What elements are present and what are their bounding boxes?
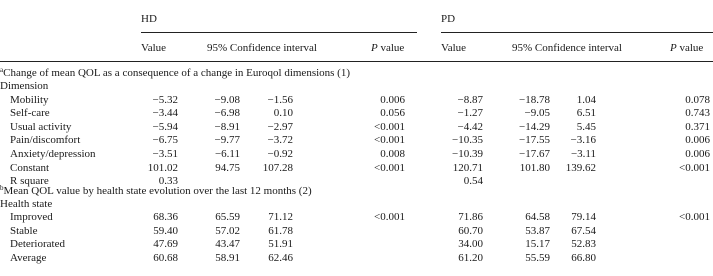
hd-cell: 43.47 xyxy=(215,238,240,251)
section-b-group-label: Health state xyxy=(0,198,53,210)
pd-cell: 6.51 xyxy=(576,107,596,120)
row-label: R square xyxy=(10,175,49,188)
hd-cell: −9.77 xyxy=(214,134,240,147)
pd-col-ci: 95% Confidence interval xyxy=(512,42,622,54)
pd-cell: 0.743 xyxy=(685,107,710,120)
hd-cell: −5.32 xyxy=(152,93,178,106)
row-label: Pain/discomfort xyxy=(10,134,81,147)
hd-cell: −6.11 xyxy=(214,147,240,160)
group-header-pd: PD xyxy=(441,13,456,25)
hd-col-value: Value xyxy=(141,42,167,54)
pd-cell: <0.001 xyxy=(679,161,710,174)
pd-cell: 120.71 xyxy=(452,161,483,174)
pd-cell: 55.59 xyxy=(525,251,550,264)
row-label: Constant xyxy=(10,161,50,174)
pd-cell: −3.11 xyxy=(570,147,596,160)
row-label: Average xyxy=(10,251,47,264)
hd-cell: 61.78 xyxy=(268,224,293,237)
row-label: Usual activity xyxy=(10,120,72,133)
section-b-title: $^b$Mean QOL value by health state evolution over the last 12 months (2) xyxy=(0,184,312,197)
pd-cell: <0.001 xyxy=(679,211,710,223)
row-label: Deteriorated xyxy=(10,238,65,251)
hd-header-rule xyxy=(141,32,417,33)
hd-col-p: P value xyxy=(371,42,405,54)
pd-cell: 1.04 xyxy=(576,93,596,106)
hd-cell: 60.68 xyxy=(153,251,178,264)
pd-col-p: P value xyxy=(670,42,704,54)
hd-cell: −0.92 xyxy=(267,147,293,160)
hd-cell: 107.28 xyxy=(262,161,293,174)
pd-cell: −3.16 xyxy=(570,134,596,147)
pd-cell: −17.67 xyxy=(519,147,550,160)
section-a-group-label: Dimension xyxy=(0,80,49,92)
row-label: Improved xyxy=(10,211,53,223)
hd-cell: −6.75 xyxy=(152,134,178,147)
hd-cell: 62.46 xyxy=(268,251,293,264)
hd-cell: <0.001 xyxy=(374,161,405,174)
hd-cell: <0.001 xyxy=(374,120,405,133)
pd-cell: 0.371 xyxy=(685,120,710,133)
hd-cell: 0.056 xyxy=(380,107,405,120)
hd-cell: 68.36 xyxy=(153,211,178,223)
hd-cell: 59.40 xyxy=(153,224,178,237)
pd-cell: 0.006 xyxy=(685,134,710,147)
hd-cell: −2.97 xyxy=(267,120,293,133)
pd-cell: −17.55 xyxy=(519,134,550,147)
row-label: Mobility xyxy=(10,93,49,106)
pd-cell: 0.54 xyxy=(463,175,483,188)
group-header-hd: HD xyxy=(141,13,157,25)
hd-cell: −3.72 xyxy=(267,134,293,147)
hd-cell: −3.44 xyxy=(152,107,178,120)
hd-cell: 0.10 xyxy=(273,107,293,120)
hd-cell: 57.02 xyxy=(215,224,240,237)
section-a-title: $^a$Change of mean QOL as a consequence of a change in Euroqol dimensions (1) xyxy=(0,66,351,79)
pd-cell: 34.00 xyxy=(458,238,483,251)
pd-cell: 0.006 xyxy=(685,147,710,160)
pd-cell: 5.45 xyxy=(576,120,596,133)
hd-cell: 0.33 xyxy=(158,175,178,188)
hd-col-ci: 95% Confidence interval xyxy=(207,42,317,54)
pd-cell: −14.29 xyxy=(519,120,550,133)
hd-cell: <0.001 xyxy=(374,211,405,223)
pd-cell: 71.86 xyxy=(458,211,483,223)
pd-col-value: Value xyxy=(441,42,467,54)
pd-cell: 0.078 xyxy=(685,93,710,106)
pd-cell: 61.20 xyxy=(458,251,483,264)
table-header-rule xyxy=(0,61,713,62)
hd-cell: −1.56 xyxy=(267,93,293,106)
row-label: Stable xyxy=(10,224,38,237)
pd-cell: 101.80 xyxy=(519,161,550,174)
hd-cell: −9.08 xyxy=(214,93,240,106)
hd-cell: −5.94 xyxy=(152,120,178,133)
pd-cell: −4.42 xyxy=(457,120,483,133)
pd-cell: −10.39 xyxy=(452,147,483,160)
pd-cell: 67.54 xyxy=(571,224,596,237)
hd-cell: 94.75 xyxy=(215,161,240,174)
pd-cell: 52.83 xyxy=(571,238,596,251)
row-label: Self-care xyxy=(10,107,50,120)
pd-cell: −18.78 xyxy=(519,93,550,106)
pd-cell: 139.62 xyxy=(565,161,596,174)
hd-cell: −3.51 xyxy=(152,147,178,160)
hd-cell: 0.008 xyxy=(380,147,405,160)
hd-cell: 65.59 xyxy=(215,211,240,223)
pd-header-rule xyxy=(441,32,713,33)
pd-cell: 53.87 xyxy=(525,224,550,237)
pd-cell: 79.14 xyxy=(571,211,596,223)
hd-cell: 71.12 xyxy=(268,211,293,223)
pd-cell: −10.35 xyxy=(452,134,483,147)
hd-cell: 51.91 xyxy=(268,238,293,251)
pd-cell: 64.58 xyxy=(525,211,550,223)
hd-cell: −8.91 xyxy=(214,120,240,133)
pd-cell: 66.80 xyxy=(571,251,596,264)
pd-cell: −1.27 xyxy=(457,107,483,120)
hd-cell: <0.001 xyxy=(374,134,405,147)
row-label: Anxiety/depression xyxy=(10,147,96,160)
pd-cell: −9.05 xyxy=(524,107,550,120)
hd-cell: 0.006 xyxy=(380,93,405,106)
hd-cell: 47.69 xyxy=(153,238,178,251)
hd-cell: −6.98 xyxy=(214,107,240,120)
pd-cell: −8.87 xyxy=(457,93,483,106)
hd-cell: 101.02 xyxy=(147,161,178,174)
hd-cell: 58.91 xyxy=(215,251,240,264)
pd-cell: 15.17 xyxy=(525,238,550,251)
pd-cell: 60.70 xyxy=(458,224,483,237)
